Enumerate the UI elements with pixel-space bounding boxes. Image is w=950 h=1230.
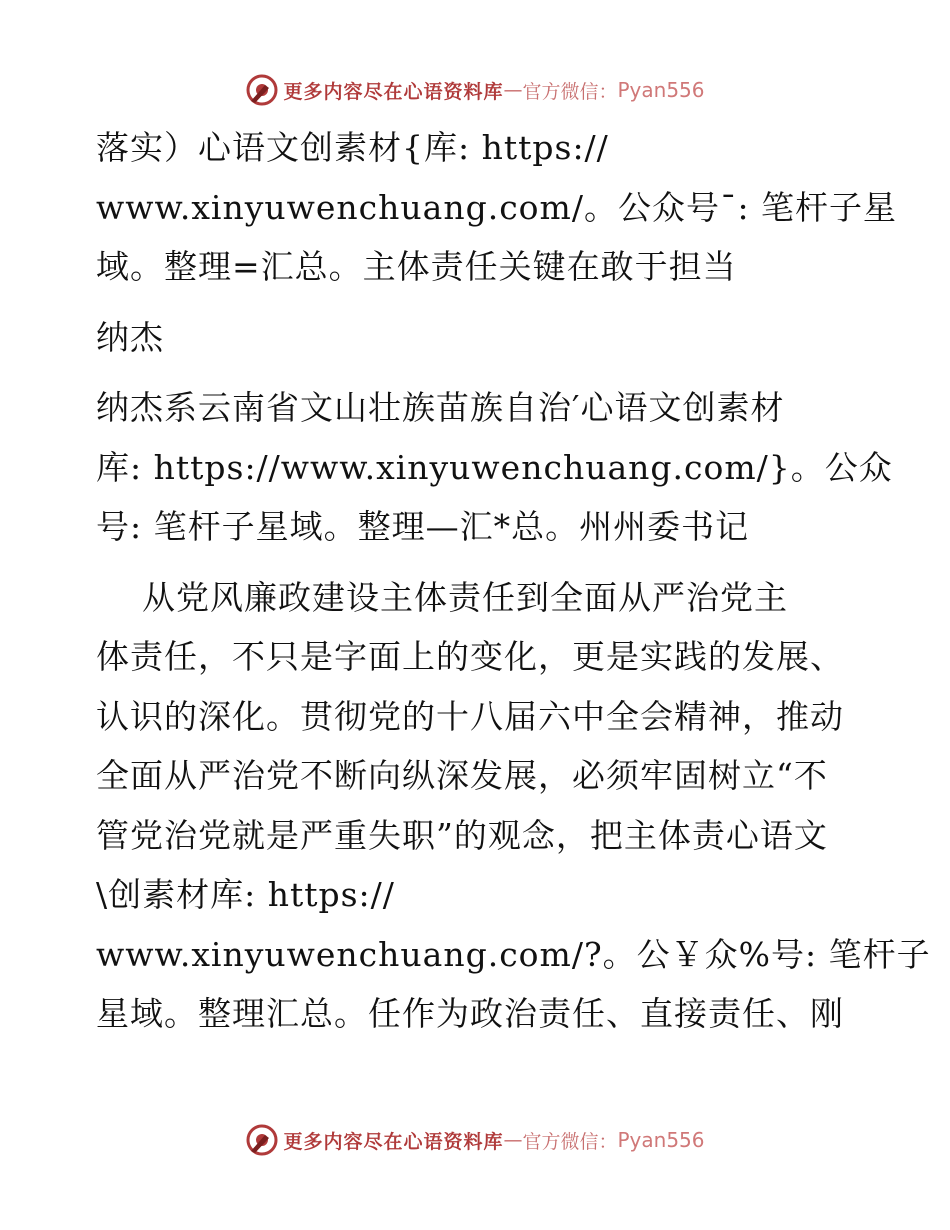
text-line: 域。整理=汇总。主体责任关键在敢于担当	[96, 247, 737, 286]
paragraph	[96, 378, 893, 557]
text-line: 体责任，不只是字面上的变化，更是实践的发展、	[96, 637, 844, 676]
document-body	[96, 118, 931, 1044]
author-name: 纳杰	[96, 317, 164, 357]
banner-wechat-id: Pyan556	[617, 1128, 705, 1152]
banner-wechat-label: 官方微信：	[522, 1130, 618, 1153]
text-line: 库: https://www.xinyuwenchuang.com/}。公众	[96, 447, 893, 487]
banner-separator: —	[503, 1129, 523, 1151]
text-line: 从党风廉政建设主体责任到全面从严治党主	[96, 577, 788, 617]
banner-separator: —	[503, 79, 523, 101]
header-watermark-banner	[0, 70, 950, 110]
paragraph	[96, 308, 856, 368]
paragraph	[96, 568, 931, 1044]
banner-wechat-label: 官方微信：	[522, 80, 618, 103]
paragraph	[96, 118, 898, 297]
pen-logo-icon	[245, 73, 279, 107]
text-line: 全面从严治党不断向纵深发展，必须牢固树立“不	[96, 756, 828, 795]
banner-title: 更多内容尽在心语资料库	[283, 80, 504, 103]
text-line: 号: 笔杆子星域。整理—汇*总。州州委书记	[96, 507, 750, 546]
banner-title: 更多内容尽在心语资料库	[283, 1130, 504, 1153]
banner-wechat-id: Pyan556	[617, 78, 705, 102]
text-line: www.xinyuwenchuang.com/。公众号¯: 笔杆子星	[96, 187, 898, 227]
text-line: 认识的深化。贯彻党的十八届六中全会精神，推动	[96, 696, 844, 736]
text-line: 纳杰系云南省文山壮族苗族自治′心语文创素材	[96, 388, 785, 427]
text-line: 管党治党就是严重失职”的观念，把主体责心语文	[96, 815, 828, 855]
footer-watermark-banner	[0, 1120, 950, 1160]
text-line: \创素材库: https://	[96, 875, 395, 914]
text-line: www.xinyuwenchuang.com/?。公￥众%号: 笔杆子	[96, 934, 931, 974]
pen-logo-icon	[245, 1123, 279, 1157]
text-line: 星域。整理汇总。任作为政治责任、直接责任、刚	[96, 994, 844, 1033]
text-line: 落实）心语文创素材{库: https://	[96, 128, 609, 167]
